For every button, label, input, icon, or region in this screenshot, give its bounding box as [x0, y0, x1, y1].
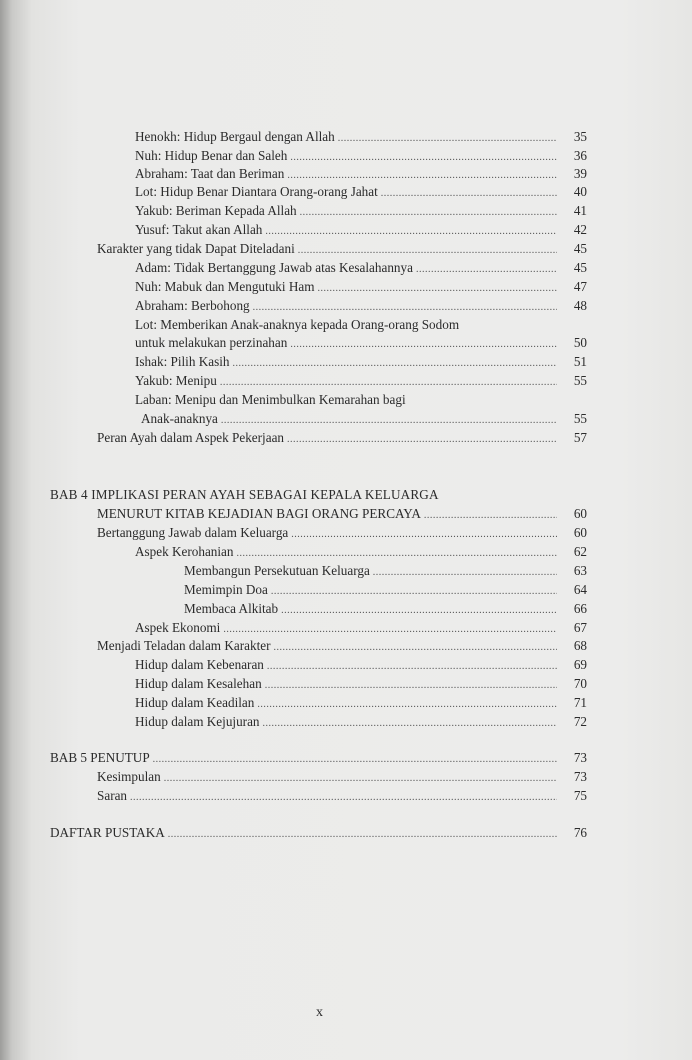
toc-entry-page: 75	[573, 788, 587, 803]
toc-entry-page: 73	[573, 769, 587, 784]
toc-entry-bertanggung-jawab[interactable]	[97, 524, 587, 542]
toc-entry-abraham[interactable]	[135, 165, 587, 183]
toc-entry-page: 45	[573, 241, 587, 256]
toc-entry-page: 71	[573, 695, 587, 710]
toc-entry-aspek-ekonomi[interactable]	[135, 619, 587, 637]
toc-entry-kesimpulan[interactable]	[97, 768, 587, 786]
toc-entry-title: Adam: Tidak Bertanggung Jawab atas Kesalahannya	[135, 260, 413, 275]
toc-entry-henokh[interactable]	[135, 128, 587, 146]
toc-entry-abraham-berbohong[interactable]	[135, 297, 587, 315]
toc-entry-title: untuk melakukan perzinahan	[135, 335, 288, 350]
toc-entry-page: 57	[573, 430, 587, 445]
toc-chapter-4[interactable]	[97, 505, 587, 523]
toc-entry-page: 42	[573, 222, 587, 237]
toc-entry-title: Memimpin Doa	[184, 582, 268, 597]
toc-entry-page: 76	[573, 825, 587, 840]
toc-entry-title: Yakub: Menipu	[135, 373, 217, 388]
toc-entry-page: 63	[573, 563, 587, 578]
toc-entry-title: MENURUT KITAB KEJADIAN BAGI ORANG PERCAYA	[97, 506, 421, 521]
toc-entry-karakter[interactable]	[97, 240, 587, 258]
toc-entry-title: Menjadi Teladan dalam Karakter	[97, 638, 271, 653]
toc-entry-title: Abraham: Taat dan Beriman	[135, 166, 285, 181]
toc-entry-daftar-pustaka[interactable]	[50, 824, 587, 842]
toc-entry-laban-line1: Laban: Menipu dan Menimbulkan Kemarahan bagi	[135, 392, 406, 407]
toc-entry-title: Hidup dalam Kesalehan	[135, 676, 262, 691]
toc-entry-title: DAFTAR PUSTAKA	[50, 825, 165, 840]
toc-entry-page: 41	[573, 203, 587, 218]
toc-entry-adam[interactable]	[135, 259, 587, 277]
toc-entry-page: 73	[573, 750, 587, 765]
toc-entry-title: Anak-anaknya	[141, 411, 218, 426]
toc-entry-title: Karakter yang tidak Dapat Diteladani	[97, 241, 295, 256]
toc-entry-page: 45	[573, 260, 587, 275]
toc-entry-title: Aspek Kerohanian	[135, 544, 234, 559]
toc-entry-page: 70	[573, 676, 587, 691]
toc-entry-page: 55	[573, 373, 587, 388]
toc-entry-title: Kesimpulan	[97, 769, 161, 784]
toc-entry-page: 55	[573, 411, 587, 426]
toc-entry-title: Bertanggung Jawab dalam Keluarga	[97, 525, 289, 540]
toc-entry-title: Saran	[97, 788, 128, 803]
toc-entry-lot-sodom-line1: Lot: Memberikan Anak-anaknya kepada Orang-orang Sodom	[135, 317, 460, 332]
toc-entry-ishak[interactable]	[135, 353, 587, 371]
toc-entry-title: Membangun Persekutuan Keluarga	[184, 563, 370, 578]
toc-entry-title: Yusuf: Takut akan Allah	[135, 222, 263, 237]
toc-entry-page: 62	[573, 544, 587, 559]
toc-entry-title: Henokh: Hidup Bergaul dengan Allah	[135, 129, 335, 144]
toc-entry-memimpin-doa[interactable]	[184, 581, 587, 599]
toc-entry-title: Nuh: Mabuk dan Mengutuki Ham	[135, 279, 315, 294]
toc-entry-page: 48	[573, 298, 587, 313]
toc-entry-page: 69	[573, 657, 587, 672]
toc-entry-membaca-alkitab[interactable]	[184, 600, 587, 618]
toc-entry-title: BAB 5 PENUTUP	[50, 750, 150, 765]
toc-entry-title: Hidup dalam Kebenaran	[135, 657, 264, 672]
toc-entry-page: 60	[573, 525, 587, 540]
toc-entry-page: 40	[573, 184, 587, 199]
toc-entry-title: Ishak: Pilih Kasih	[135, 354, 230, 369]
toc-chapter-4-line1: BAB 4 IMPLIKASI PERAN AYAH SEBAGAI KEPALA KELUARGA	[50, 487, 439, 502]
toc-entry-title: Aspek Ekonomi	[135, 620, 221, 635]
toc-entry-page: 36	[573, 148, 587, 163]
toc-chapter-5[interactable]	[50, 749, 587, 767]
toc-entry-lot-sodom[interactable]	[135, 334, 587, 352]
toc-entry-kesalehan[interactable]	[135, 675, 587, 693]
toc-entry-title: Hidup dalam Keadilan	[135, 695, 255, 710]
toc-entry-lot[interactable]	[135, 183, 587, 201]
toc-entry-page: 39	[573, 166, 587, 181]
toc-entry-nuh-mabuk[interactable]	[135, 278, 587, 296]
toc-entry-page: 66	[573, 601, 587, 616]
toc-entry-page: 51	[573, 354, 587, 369]
toc-entry-kejujuran[interactable]	[135, 713, 587, 731]
toc-entry-peran-ayah[interactable]	[97, 429, 587, 447]
toc-entry-page: 47	[573, 279, 587, 294]
toc-entry-yakub-menipu[interactable]	[135, 372, 587, 390]
toc-entry-title: Nuh: Hidup Benar dan Saleh	[135, 148, 288, 163]
toc-entry-page: 35	[573, 129, 587, 144]
toc-entry-page: 50	[573, 335, 587, 350]
toc-entry-laban[interactable]	[141, 410, 587, 428]
toc-entry-saran[interactable]	[97, 787, 587, 805]
toc-entry-title: Membaca Alkitab	[184, 601, 279, 616]
toc-entry-yakub[interactable]	[135, 202, 587, 220]
toc-entry-title: Peran Ayah dalam Aspek Pekerjaan	[97, 430, 285, 445]
toc-entry-title: Yakub: Beriman Kepada Allah	[135, 203, 297, 218]
toc-entry-aspek-kerohanian[interactable]	[135, 543, 587, 561]
toc-entry-page: 68	[573, 638, 587, 653]
toc-entry-keadilan[interactable]	[135, 694, 587, 712]
toc-entry-nuh[interactable]	[135, 147, 587, 165]
page-number: x	[316, 1005, 323, 1020]
toc-entry-title: Hidup dalam Kejujuran	[135, 714, 260, 729]
toc-entry-title: Abraham: Berbohong	[135, 298, 250, 313]
toc-entry-page: 72	[573, 714, 587, 729]
toc-entry-page: 67	[573, 620, 587, 635]
toc-entry-kebenaran[interactable]	[135, 656, 587, 674]
toc-entry-teladan[interactable]	[97, 637, 587, 655]
toc-entry-persekutuan[interactable]	[184, 562, 587, 580]
toc-entry-yusuf[interactable]	[135, 221, 587, 239]
toc-entry-title: Lot: Hidup Benar Diantara Orang-orang Jahat	[135, 184, 378, 199]
toc-entry-page: 60	[573, 506, 587, 521]
toc-entry-page: 64	[573, 582, 587, 597]
